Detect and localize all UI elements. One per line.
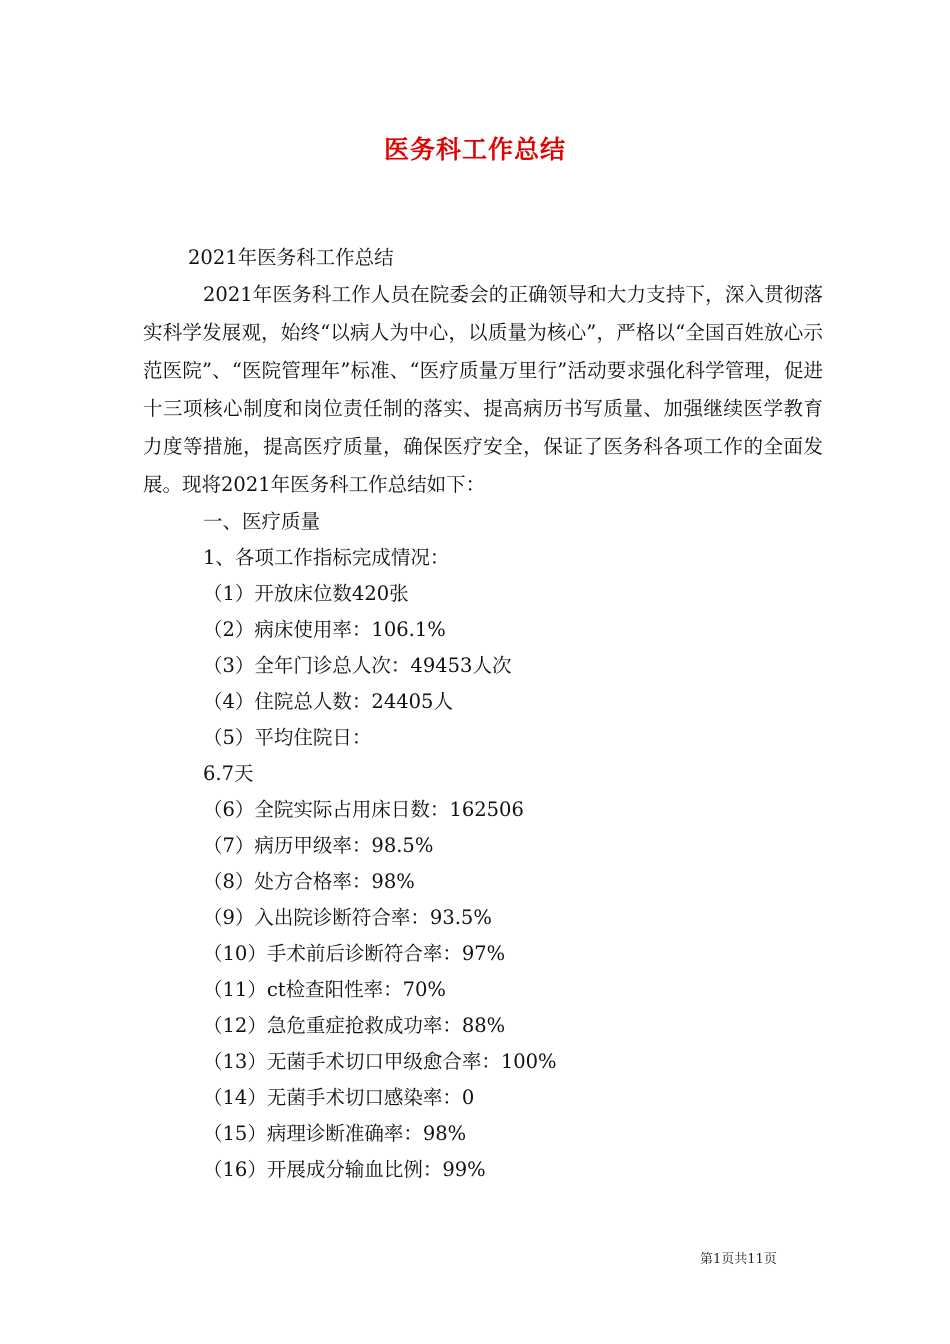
section-heading: 一、医疗质量 <box>203 510 321 533</box>
list-item: （14）无菌手术切口感染率：0 <box>203 1086 475 1109</box>
list-item: （11）ct检查阳性率：70% <box>203 978 446 1001</box>
list-item: （1）开放床位数420张 <box>203 582 409 605</box>
subtitle: 2021年医务科工作总结 <box>188 246 394 269</box>
list-item: （7）病历甲级率：98.5% <box>203 834 434 857</box>
list-item: （3）全年门诊总人次：49453人次 <box>203 654 512 677</box>
list-item: （16）开展成分输血比例：99% <box>203 1158 486 1181</box>
list-item: （13）无菌手术切口甲级愈合率：100% <box>203 1050 557 1073</box>
page-indicator: 第1页共11页 <box>700 1252 777 1267</box>
list-item: （5）平均住院日： <box>203 726 372 749</box>
list-item: （15）病理诊断准确率：98% <box>203 1122 467 1145</box>
document-title: 医务科工作总结 <box>383 135 566 164</box>
intro-paragraph: 2021年医务科工作人员在院委会的正确领导和大力支持下，深入贯彻落实科学发展观，始终“以病人为中心，以质量为核心”，严格以“全国百姓放心示范医院”、“医院管理年”标准、“医疗质量万里行”活动要求强化科学管理，促进十三项核心制度和岗位责任制的落实、提高病历书写质量、加强继续医学教育力度等措施，提高医疗质量，确保医疗安全，保证了医务科各项工作的全面发展。现将2021年医务科工作总结如下： <box>143 283 823 496</box>
list-item: （6）全院实际占用床日数：162506 <box>203 798 524 821</box>
list-item: （10）手术前后诊断符合率：97% <box>203 942 506 965</box>
list-item: （4）住院总人数：24405人 <box>203 690 453 713</box>
list-item: （9）入出院诊断符合率：93.5% <box>203 906 492 929</box>
list-item-continuation: 6.7天 <box>203 762 254 785</box>
list-item: （8）处方合格率：98% <box>203 870 415 893</box>
list-item: （2）病床使用率：106.1% <box>203 618 446 641</box>
document-body <box>143 240 823 1188</box>
indicator-list <box>143 576 823 1188</box>
list-item: （12）急危重症抢救成功率：88% <box>203 1014 506 1037</box>
subsection-heading: 1、各项工作指标完成情况： <box>203 546 450 569</box>
